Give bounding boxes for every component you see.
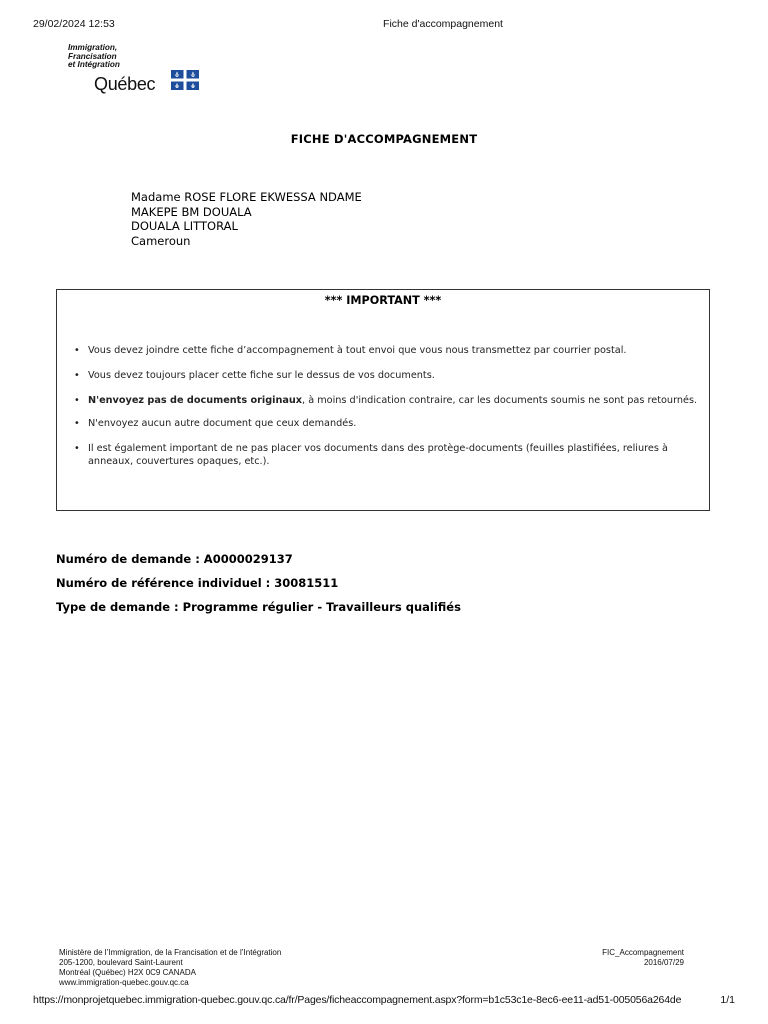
recipient-country: Cameroun bbox=[131, 233, 191, 248]
ministry-line-1: Immigration, bbox=[68, 43, 118, 52]
list-item bbox=[70, 442, 702, 468]
recipient-name: Madame ROSE FLORE EKWESSA NDAME bbox=[131, 190, 362, 204]
list-item bbox=[70, 394, 702, 407]
footer-website: www.immigration-quebec.gouv.qc.ca bbox=[59, 978, 189, 987]
important-list bbox=[70, 344, 702, 480]
ministry-line-2: Francisation bbox=[68, 51, 117, 61]
recipient-address bbox=[131, 190, 362, 248]
important-notice-box bbox=[56, 289, 710, 511]
form-info bbox=[584, 948, 684, 968]
request-type: Type de demande : Programme régulier - Travailleurs qualifiés bbox=[56, 600, 461, 614]
bullet-icon: • bbox=[74, 345, 80, 356]
bullet-icon: • bbox=[74, 418, 80, 429]
print-header bbox=[0, 18, 768, 32]
form-code: FIC_Accompagnement bbox=[602, 948, 684, 957]
list-item bbox=[70, 369, 702, 382]
important-title: *** IMPORTANT *** bbox=[324, 294, 442, 307]
print-page-number: 1/1 bbox=[720, 994, 735, 1006]
footer-address-1: 205-1200, boulevard Saint-Laurent bbox=[59, 958, 183, 967]
bullet-text: , à moins d'indication contraire, car les documents soumis ne sont pas retournés. bbox=[302, 395, 698, 406]
bullet-text: Il est également important de ne pas placer vos documents dans des protège-documents (feuilles plastifiées, reliures à anneaux, couvertures opaques, etc.). bbox=[88, 443, 668, 467]
recipient-street: MAKEPE BM DOUALA bbox=[131, 204, 252, 219]
footer-address-2: Montréal (Québec) H2X 0C9 CANADA bbox=[59, 968, 196, 977]
fleur-de-lis-flag-icon bbox=[171, 70, 199, 90]
print-page-title: Fiche d'accompagnement bbox=[383, 18, 503, 30]
form-date: 2016/07/29 bbox=[643, 958, 684, 967]
ministry-name bbox=[68, 44, 158, 70]
print-url: https://monprojetquebec.immigration-quebec.gouv.qc.ca/fr/Pages/ficheaccompagnement.aspx?form=b1c53c1e-8ec6-ee11-ad51-005056a264de bbox=[33, 994, 682, 1006]
quebec-wordmark: Québec bbox=[94, 74, 156, 94]
bullet-text: N'envoyez aucun autre document que ceux demandés. bbox=[88, 418, 357, 429]
print-footer bbox=[0, 994, 768, 1008]
bullet-icon: • bbox=[74, 370, 80, 381]
request-number: Numéro de demande : A0000029137 bbox=[56, 552, 293, 566]
document-title: FICHE D'ACCOMPAGNEMENT bbox=[290, 132, 478, 146]
recipient-city: DOUALA LITTORAL bbox=[131, 219, 238, 233]
bullet-text: Vous devez toujours placer cette fiche sur le dessus de vos documents. bbox=[88, 370, 435, 381]
bullet-text-bold: N'envoyez pas de documents originaux bbox=[88, 395, 303, 406]
bullet-icon: • bbox=[74, 395, 80, 406]
request-fields bbox=[56, 547, 461, 619]
ministry-footer bbox=[59, 948, 281, 988]
bullet-text: Vous devez joindre cette fiche d’accompagnement à tout envoi que vous nous transmettez par courrier postal. bbox=[88, 345, 627, 356]
quebec-logo bbox=[68, 44, 218, 94]
reference-number: Numéro de référence individuel : 30081511 bbox=[56, 576, 339, 590]
list-item bbox=[70, 344, 702, 357]
print-datetime: 29/02/2024 12:53 bbox=[33, 18, 115, 30]
list-item bbox=[70, 417, 702, 430]
bullet-icon: • bbox=[74, 443, 80, 454]
ministry-line-3: et Intégration bbox=[68, 60, 120, 69]
footer-ministry: Ministère de l’Immigration, de la Francisation et de l’Intégration bbox=[59, 948, 282, 957]
